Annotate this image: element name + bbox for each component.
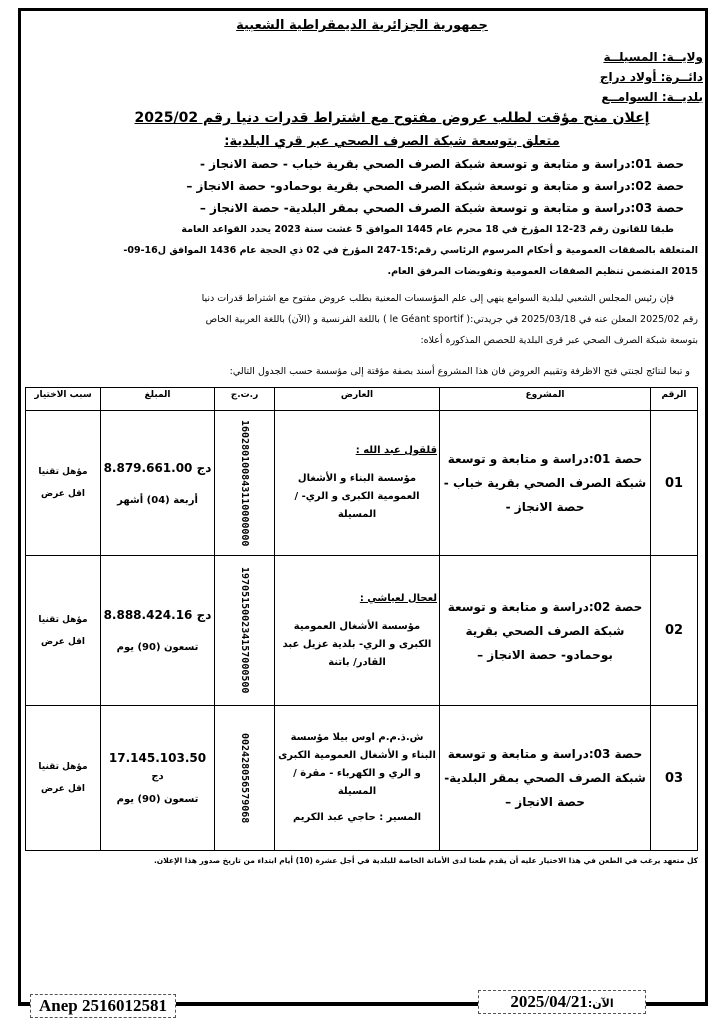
table-header-row [26,388,698,411]
date-value: 2025/04/21 [510,992,588,1011]
table-intro: و تبعا لنتائج لجنتي فتح الاظرفة وتقييم العروض فان هذا المشروع أسند بصفة مؤقتة إلى مؤسسة حسب الجدول التالي: [229,366,690,377]
duration: تسعون (90) يوم [116,642,199,653]
award-table [25,387,698,851]
republic-heading: جمهورية الجزائرية الديمقراطية الشعبية [236,18,488,33]
notice-line-1: فإن رئيس المجلس الشعبي لبلدية السوامع ينهي إلى علم المؤسسات المعنية بطلب عروض مفتوح مع اشتراط قدرات دنيا [201,293,674,304]
amount-value: 8.888.424.16 [103,608,193,622]
wilaya: ولايــة: المسيلــة [603,50,703,64]
publication-date [478,990,646,1014]
reason-lowest: اقل عرض [41,489,85,499]
header-project: المشروع [440,388,651,411]
row-amount [101,706,215,851]
header-reason: سبب الاختيار [26,388,101,411]
anep-reference: Anep 2516012581 [30,994,176,1018]
appeal-note: كل متعهد يرغب في الطعن في هذا الاختيار عليه أن يقدم طعنا لدى الأمانة الخاصة للبلدية في أجل عشرة (10) أيام ابتداء من تاريخ صدور هذا الإعلان. [153,856,698,865]
bidder-company: ش.ذ.م.م اوس بيلا مؤسسة البناء و الأشغال العمومية الكبرى و الري و الكهرباء - مقرة /المسيلة [278,732,436,797]
amount-currency: دج [151,771,164,782]
row-project: حصة 01:دراسة و متابعة و توسعة شبكة الصرف الصحي بقرية خباب - حصة الانجاز - [440,411,651,556]
amount-currency: دج [196,460,212,475]
amount-currency: دج [196,608,212,622]
announcement-title: إعلان منح مؤقت لطلب عروض مفتوح مع اشتراط قدرات دنيا رقم 2025/02 [134,110,650,126]
row-project: حصة 03:دراسة و متابعة و توسعة شبكة الصرف الصحي بمقر البلدية- حصة الانجاز – [440,706,651,851]
bidder-name: لعجال لعياشي : [359,592,437,604]
bidder-company: مؤسسة الأشغال العمومية الكبرى و الري- بلدية عزيل عبد القادر/ باتنة [282,620,432,668]
bidder-manager: المسير : حاجي عبد الكريم [292,812,422,823]
bidder-company: مؤسسة البناء و الأشغال العمومية الكبرى و الري- /المسيلة [294,473,420,520]
row-reason [26,556,101,706]
row-amount [101,411,215,556]
table-row [26,411,698,556]
row-bidder [275,706,440,851]
table-row [26,556,698,706]
lot-1: حصة 01:دراسة و متابعة و توسعة شبكة الصرف الصحي بقرية خباب - حصة الانجاز - [199,157,684,171]
header-bidder: العارض [275,388,440,411]
lot-3: حصة 03:دراسة و متابعة و توسعة شبكة الصرف الصحي بمقر البلدية- حصة الانجاز – [199,201,684,215]
row-number: 02 [651,556,698,706]
row-reason [26,411,101,556]
header-nif: ر.ت.ج [215,388,275,411]
lot-2: حصة 02:دراسة و متابعة و توسعة شبكة الصرف الصحي بقرية بوحمادو- حصة الانجاز – [186,179,684,193]
bidder-name: قلقول عبد الله : [355,445,437,456]
row-project: حصة 02:دراسة و متابعة و توسعة شبكة الصرف الصحي بقرية بوحمادو- حصة الانجاز – [440,556,651,706]
notice-line-2: رقم 2025/02 المعلن عنه في 2025/03/18 في جريدتي:( le Géant sportif ) باللغة الفرنسية و (الآن) باللغة العربية الخاص [205,314,698,325]
row-nif: 002428056579068 [215,706,275,851]
baladiya: بلديــة: السوامــع [601,90,703,104]
legal-line-2: المتعلقة بالصفقات العمومية و أحكام المرسوم الرئاسي رقم:15-247 المؤرخ في 02 ذي الحجة عام 1436 الموافق ل16-09- [123,245,698,256]
legal-line-3: 2015 المتضمن تنظيم الصفقات العمومية وتفويضات المرفق العام. [387,266,698,277]
row-amount [101,556,215,706]
row-number: 03 [651,706,698,851]
header-amount: المبلغ [101,388,215,411]
amount-value: 8.879.661.00 [103,460,193,475]
reason-qualified: مؤهل تقنيا [38,467,88,477]
row-reason [26,706,101,851]
legal-line-1: طبقا للقانون رقم 23-12 المؤرخ في 18 محرم عام 1445 الموافق 5 غشت سنة 2023 يحدد القواعد العامة [181,224,674,235]
amount-value: 17.145.103.50 [108,751,207,765]
reason-qualified: مؤهل تقنيا [38,762,88,772]
notice-line-3: بتوسعة شبكة الصرف الصحي عبر قرى البلدية للحصص المذكورة أعلاه: [420,335,698,346]
row-bidder [275,411,440,556]
reason-lowest: اقل عرض [41,636,85,647]
reason-qualified: مؤهل تقنيا [38,614,88,625]
reason-lowest: اقل عرض [41,784,85,794]
announcement-subtitle: متعلق بتوسعة شبكة الصرف الصحي عبر قري البلدية: [224,134,560,149]
row-nif: 197051500234157000500 [215,556,275,706]
duration: أربعة (04) أشهر [117,494,198,506]
date-label: الآن: [587,997,614,1010]
document-body [26,110,698,868]
header-number: الرقم [651,388,698,411]
duration: تسعون (90) يوم [116,794,199,805]
row-bidder [275,556,440,706]
row-number: 01 [651,411,698,556]
table-row [26,706,698,851]
row-nif: 160280100843110000000 [215,411,275,556]
daira: دائــرة: أولاد دراج [599,70,703,84]
